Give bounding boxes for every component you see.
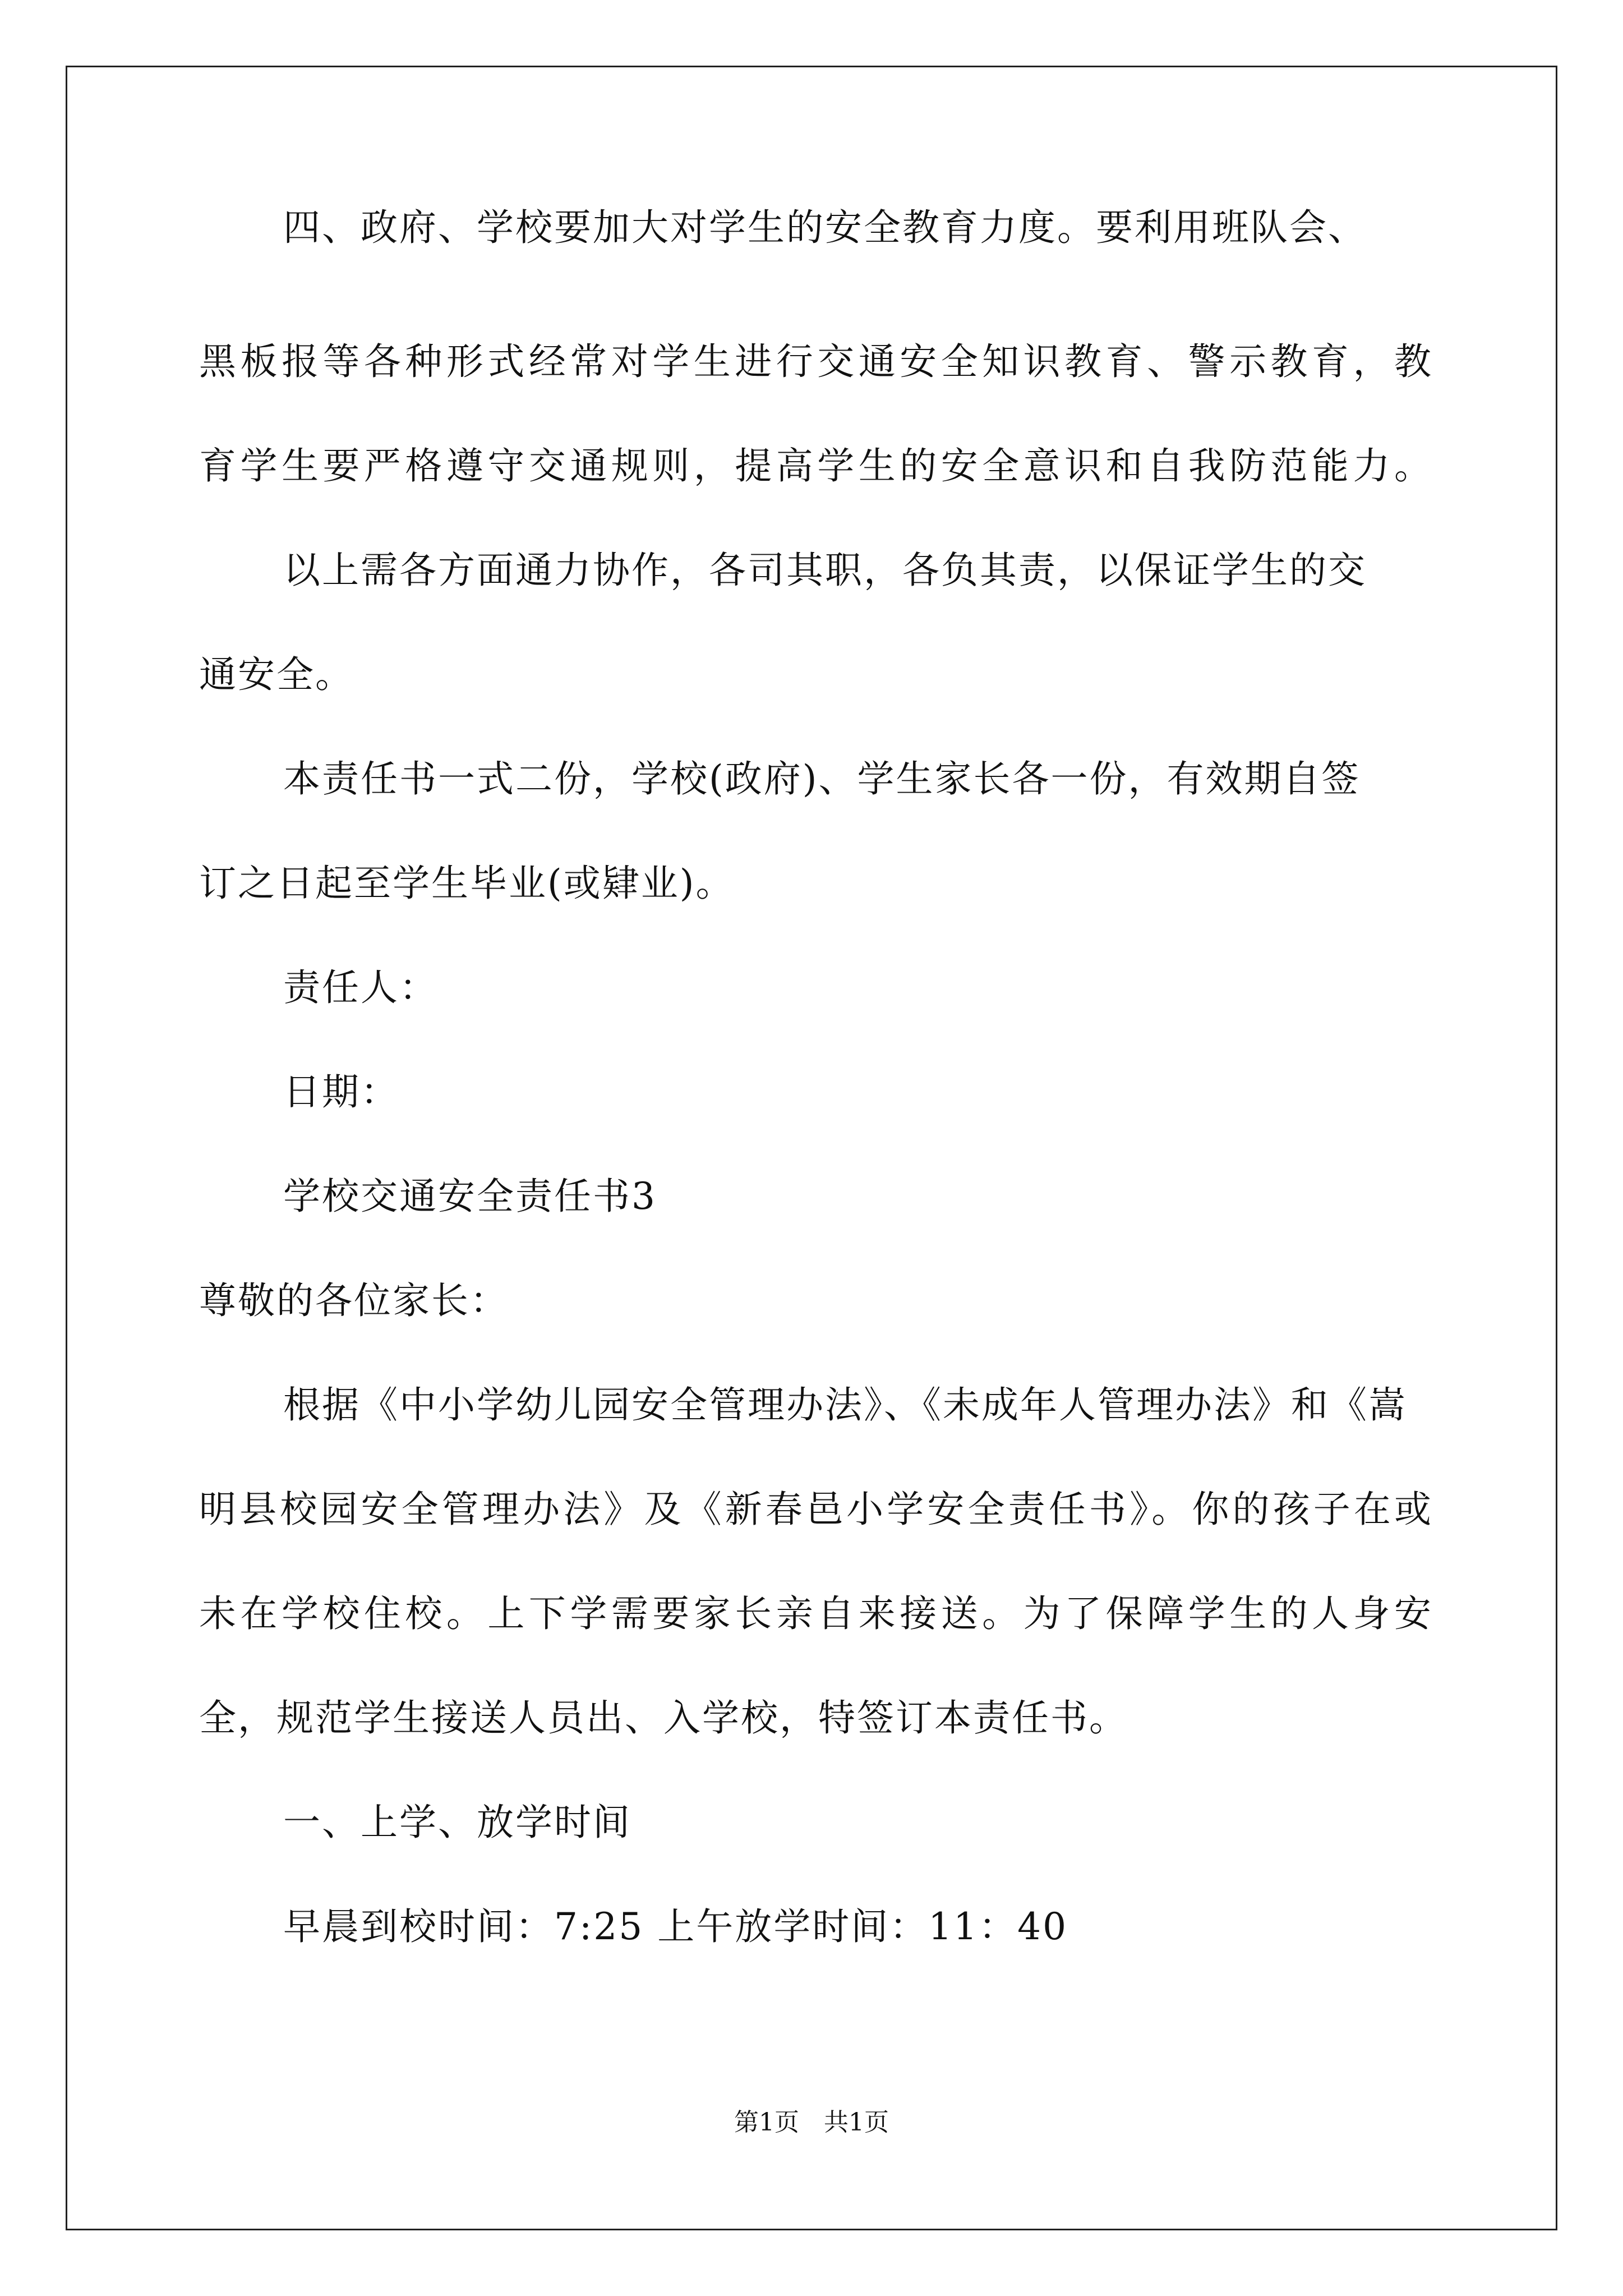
page-number-footer: 第1页 共1页 [734, 2108, 889, 2137]
basis-line-4: 全，规范学生接送人员出、入学校，特签订本责任书。 [199, 1696, 1128, 1740]
schedule-heading: 一、上学、放学时间 [283, 1801, 631, 1844]
paragraph-4-line-1: 四、政府、学校要加大对学生的安全教育力度。要利用班队会、 [283, 206, 1367, 249]
basis-line-2: 明县校园安全管理办法》及《新春邑小学安全责任书》。你的孩子在或 [199, 1488, 1433, 1531]
cooperation-line-2: 通安全。 [199, 653, 354, 696]
salutation: 尊敬的各位家长： [199, 1279, 509, 1322]
copies-line-2: 订之日起至学生毕业(或肄业)。 [199, 862, 735, 905]
copies-line-1: 本责任书一式二份，学校(政府)、学生家长各一份，有效期自签 [283, 757, 1361, 800]
basis-line-1: 根据《中小学幼儿园安全管理办法》、《未成年人管理办法》和《嵩 [283, 1383, 1407, 1427]
paragraph-4-line-3: 育学生要严格遵守交通规则，提高学生的安全意识和自我防范能力。 [199, 444, 1433, 487]
responsible-person-label: 责任人： [283, 966, 438, 1009]
section-title: 学校交通安全责任书3 [283, 1175, 657, 1218]
date-label: 日期： [283, 1070, 399, 1114]
paragraph-4-line-2: 黑板报等各种形式经常对学生进行交通安全知识教育、警示教育，教 [199, 340, 1433, 383]
arrival-time-line: 早晨到校时间：7:25 上午放学时间：11：40 [283, 1905, 1068, 1948]
basis-line-3: 未在学校住校。上下学需要家长亲自来接送。为了保障学生的人身安 [199, 1592, 1433, 1635]
cooperation-line-1: 以上需各方面通力协作，各司其职，各负其责，以保证学生的交 [283, 549, 1367, 592]
